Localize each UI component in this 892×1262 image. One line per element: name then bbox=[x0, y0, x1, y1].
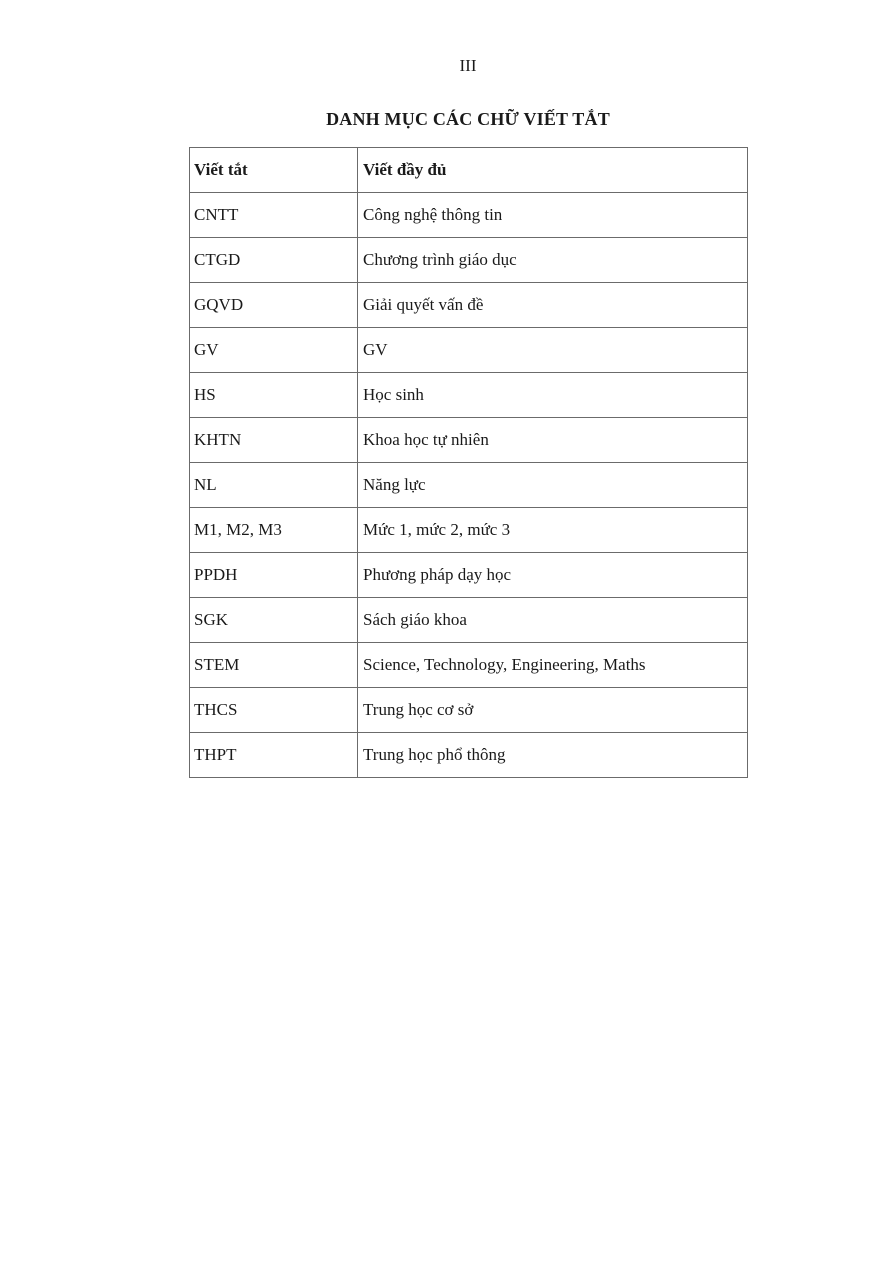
abbreviation-cell: STEM bbox=[190, 643, 358, 688]
abbreviation-cell: NL bbox=[190, 463, 358, 508]
table-row bbox=[190, 508, 748, 553]
page-number: III bbox=[459, 56, 477, 75]
abbreviation-cell: GV bbox=[190, 328, 358, 373]
table-row bbox=[190, 643, 748, 688]
table-row bbox=[190, 688, 748, 733]
abbreviation-table bbox=[189, 147, 748, 778]
table-header-row bbox=[190, 148, 748, 193]
abbreviation-cell: PPDH bbox=[190, 553, 358, 598]
full-form-cell: Giải quyết vấn đề bbox=[358, 283, 748, 328]
abbreviation-cell: KHTN bbox=[190, 418, 358, 463]
table-row bbox=[190, 193, 748, 238]
abbreviation-cell: CNTT bbox=[190, 193, 358, 238]
full-form-cell: Trung học phổ thông bbox=[358, 733, 748, 778]
table-row bbox=[190, 238, 748, 283]
full-form-cell: Công nghệ thông tin bbox=[358, 193, 748, 238]
full-form-cell: Sách giáo khoa bbox=[358, 598, 748, 643]
page-title: DANH MỤC CÁC CHỮ VIẾT TẮT bbox=[326, 109, 610, 129]
header-full-form: Viết đầy đủ bbox=[358, 148, 748, 193]
abbreviation-cell: M1, M2, M3 bbox=[190, 508, 358, 553]
full-form-cell: GV bbox=[358, 328, 748, 373]
full-form-cell: Science, Technology, Engineering, Maths bbox=[358, 643, 748, 688]
full-form-cell: Chương trình giáo dục bbox=[358, 238, 748, 283]
table-row bbox=[190, 373, 748, 418]
abbreviation-cell: THPT bbox=[190, 733, 358, 778]
header-abbreviation: Viết tắt bbox=[190, 148, 358, 193]
abbreviation-cell: GQVD bbox=[190, 283, 358, 328]
table-row bbox=[190, 463, 748, 508]
full-form-cell: Học sinh bbox=[358, 373, 748, 418]
abbreviation-cell: CTGD bbox=[190, 238, 358, 283]
full-form-cell: Mức 1, mức 2, mức 3 bbox=[358, 508, 748, 553]
table-row bbox=[190, 598, 748, 643]
abbreviation-cell: THCS bbox=[190, 688, 358, 733]
full-form-cell: Khoa học tự nhiên bbox=[358, 418, 748, 463]
full-form-cell: Phương pháp dạy học bbox=[358, 553, 748, 598]
abbreviation-cell: HS bbox=[190, 373, 358, 418]
table-row bbox=[190, 328, 748, 373]
table-row bbox=[190, 283, 748, 328]
full-form-cell: Năng lực bbox=[358, 463, 748, 508]
abbreviation-cell: SGK bbox=[190, 598, 358, 643]
table-row bbox=[190, 553, 748, 598]
full-form-cell: Trung học cơ sở bbox=[358, 688, 748, 733]
table-row bbox=[190, 418, 748, 463]
table-row bbox=[190, 733, 748, 778]
